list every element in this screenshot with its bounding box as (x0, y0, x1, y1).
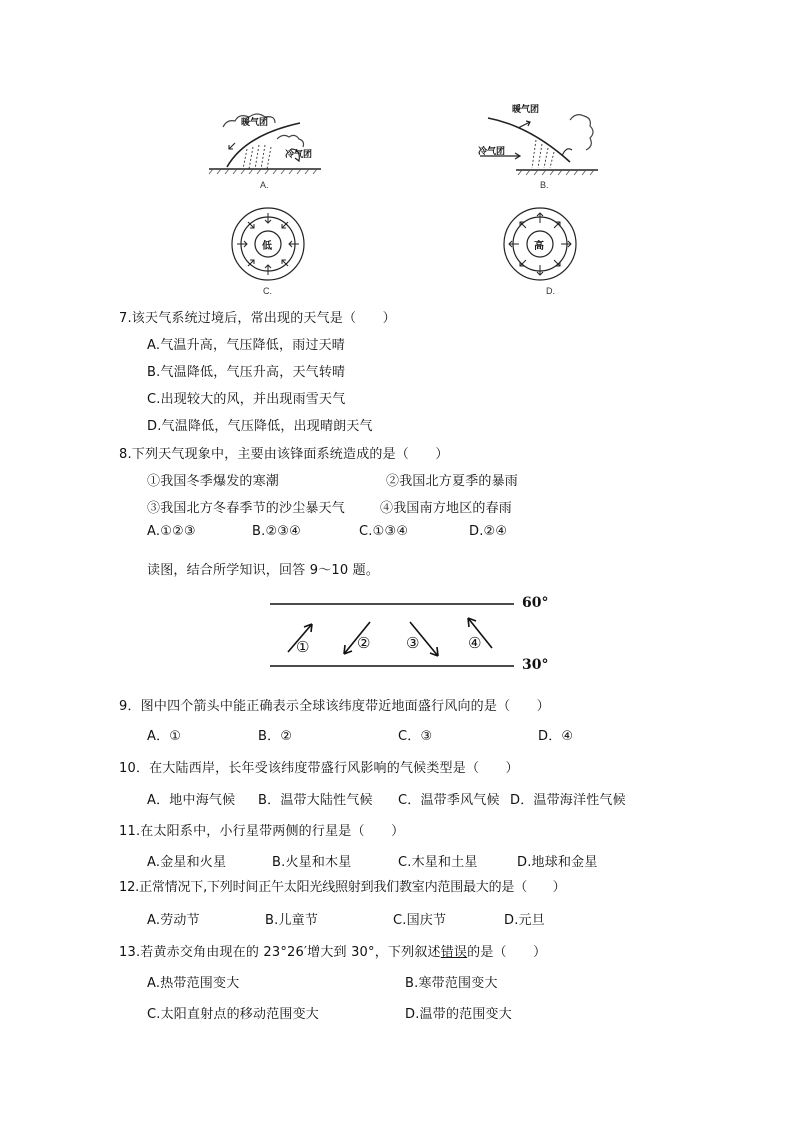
q12-option-c: C.国庆节 (393, 913, 447, 928)
q11-stem: 11.在太阳系中，小行星带两侧的行星是（ ） (119, 824, 405, 839)
q7-option-c: C.出现较大的风，并出现雨雪天气 (147, 392, 346, 407)
wind-belt-figure (268, 592, 558, 678)
figure-a-warm-label: 暖气团 (241, 118, 269, 128)
figure-b-caption: B. (540, 180, 549, 190)
wind-lat-bottom: 30° (522, 657, 549, 673)
figure-d-center-label: 高 (534, 241, 544, 252)
q11-option-b: B.火星和木星 (272, 855, 352, 870)
figure-a-front (205, 105, 325, 185)
q13-option-d: D.温带的范围变大 (405, 1007, 512, 1022)
figure-c-pressure (230, 206, 306, 282)
q9-stem: 9．图中四个箭头中能正确表示全球该纬度带近地面盛行风向的是（ ） (119, 699, 550, 714)
figure-b-front (470, 100, 600, 180)
wind-lat-top: 60° (522, 595, 549, 611)
q8-option-a: A.①②③ (147, 524, 196, 539)
q8-stem: 8.下列天气现象中，主要由该锋面系统造成的是（ ） (119, 447, 449, 462)
q8-option-d: D.②④ (469, 524, 508, 539)
q9-option-c: C．③ (398, 729, 433, 744)
q10-stem: 10．在大陆西岸，长年受该纬度带盛行风影响的气候类型是（ ） (119, 761, 519, 776)
q9-option-b: B．② (258, 729, 293, 744)
figure-c-center-label: 低 (262, 241, 272, 252)
q13-stem-before: 13.若黄赤交角由现在的 23°26′增大到 30°，下列叙述 (119, 945, 441, 960)
q12-stem: 12.正常情况下,下列时间正午太阳光线照射到我们教室内范围最大的是（ ） (119, 880, 566, 895)
q13-option-a: A.热带范围变大 (147, 976, 240, 991)
figure-d-pressure (502, 206, 578, 282)
q9-option-d: D．④ (538, 729, 574, 744)
figure-d-caption: D. (546, 286, 555, 296)
q8-option-b: B.②③④ (252, 524, 302, 539)
q8-item-4: ④我国南方地区的春雨 (380, 501, 513, 516)
q7-stem: 7.该天气系统过境后，常出现的天气是（ ） (119, 311, 396, 326)
figure-c-caption: C. (263, 286, 272, 296)
q7-option-a: A.气温升高，气压降低，雨过天晴 (147, 338, 345, 353)
wind-arrow-label-2: ② (357, 634, 371, 652)
intro-9-10: 读图，结合所学知识，回答 9～10 题。 (147, 563, 380, 578)
q10-option-c: C．温带季风气候 (398, 793, 500, 808)
figure-a-cold-label: 冷气团 (285, 150, 313, 160)
q13-stem-underlined: 错误 (440, 945, 468, 960)
q8-item-1: ①我国冬季爆发的寒潮 (147, 474, 280, 489)
q13-option-b: B.寒带范围变大 (405, 976, 498, 991)
q13-option-c: C.太阳直射点的移动范围变大 (147, 1007, 320, 1022)
figure-b-cold-label: 冷气团 (478, 147, 506, 157)
figure-b-warm-label: 暖气团 (512, 105, 540, 115)
q12-option-b: B.儿童节 (265, 913, 319, 928)
q8-item-3: ③我国北方冬春季节的沙尘暴天气 (147, 501, 346, 516)
wind-arrow-label-3: ③ (406, 634, 420, 652)
q12-option-a: A.劳动节 (147, 913, 200, 928)
q7-option-d: D.气温降低，气压降低，出现晴朗天气 (147, 419, 373, 434)
wind-arrow-label-1: ① (296, 638, 310, 656)
q11-option-c: C.木星和土星 (398, 855, 478, 870)
q9-option-a: A．① (147, 729, 182, 744)
q8-option-c: C.①③④ (359, 524, 409, 539)
q11-option-d: D.地球和金星 (517, 855, 598, 870)
q10-option-d: D．温带海洋性气候 (510, 793, 626, 808)
q10-option-b: B．温带大陆性气候 (258, 793, 373, 808)
q12-option-d: D.元旦 (504, 913, 545, 928)
q7-option-b: B.气温降低，气压升高，天气转晴 (147, 365, 346, 380)
figure-a-caption: A. (260, 180, 269, 190)
q11-option-a: A.金星和火星 (147, 855, 227, 870)
wind-arrow-label-4: ④ (468, 634, 482, 652)
q13-stem (119, 941, 546, 960)
q10-option-a: A．地中海气候 (147, 793, 236, 808)
q8-item-2: ②我国北方夏季的暴雨 (386, 474, 519, 489)
q13-stem-after: 的是（ ） (467, 945, 547, 960)
